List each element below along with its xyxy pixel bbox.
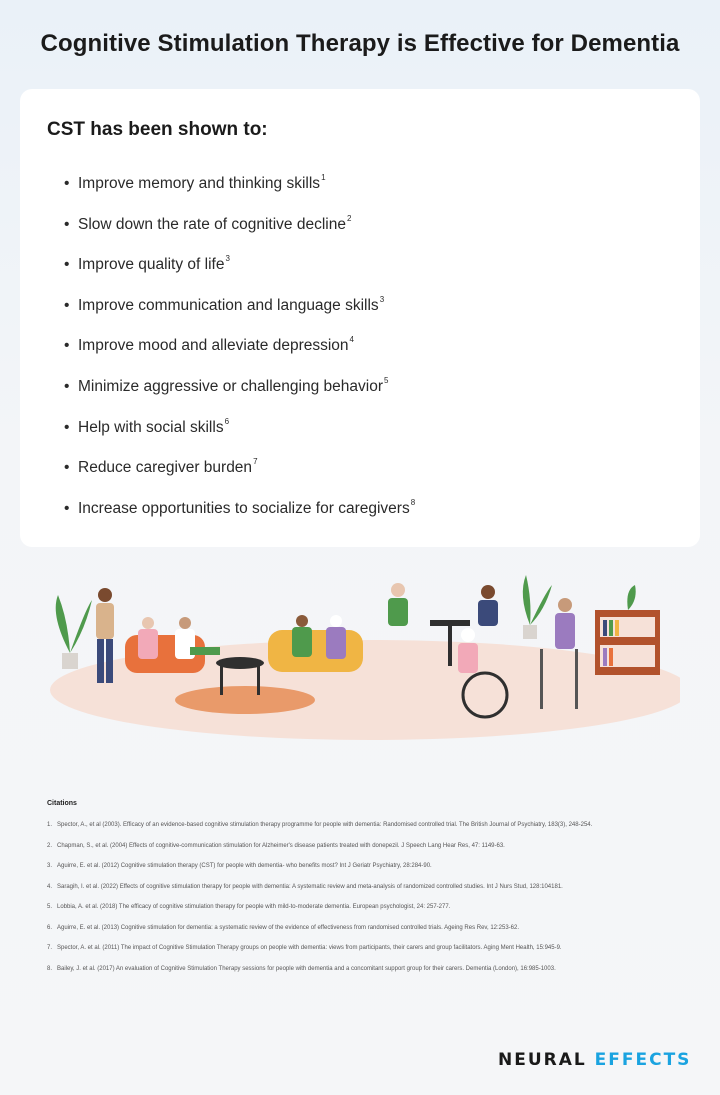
citation-ref: 3 [379, 294, 385, 304]
benefits-heading: CST has been shown to: [47, 119, 268, 140]
brand-logo [498, 1050, 691, 1070]
benefits-list [64, 175, 415, 540]
citation-ref: 2 [346, 213, 352, 223]
benefit-text: Increase opportunities to socialize for caregivers [78, 499, 410, 517]
benefit-text: Improve communication and language skills [78, 296, 379, 314]
benefit-text: Improve mood and alleviate depression [78, 337, 349, 355]
citation-item: 6. Aguirre, E. et al. (2013) Cognitive stimulation for dementia: a systematic review of the evidence of effectiveness from randomised controlled trials. Ageing Res Rev, 12:253-62. [47, 924, 520, 931]
citation-ref: 1 [321, 173, 326, 182]
group-therapy-illustration [40, 565, 680, 740]
armchairs-center [268, 615, 363, 672]
list-item: • Improve quality of life $^3$ [64, 254, 230, 274]
list-item: • Reduce caregiver burden $^7$ [64, 457, 258, 477]
benefit-text: Minimize aggressive or challenging behavior [78, 377, 383, 395]
plant-icon [56, 595, 92, 669]
citations-list [47, 821, 677, 973]
citation-item: 7. Spector, A. et al. (2011) The impact of Cognitive Stimulation Therapy groups on people with dementia: views from participants, their carers and group facilitators. Aging Ment Health, 15:945-9. [47, 945, 562, 951]
citation-ref: 3 [225, 254, 230, 264]
citations-section [47, 800, 677, 985]
logo-word-2: EFFECTS [594, 1050, 692, 1070]
plant-icon-right [523, 575, 552, 639]
page-title: Cognitive Stimulation Therapy is Effective for Dementia [40, 30, 680, 57]
citation-item: 4. Saragih, I. et al. (2022) Effects of cognitive stimulation therapy for people with dementia: A systematic review and meta-analysis of randomized controlled studies. Int J Nurs Stud, 128:104181. [47, 883, 563, 890]
bookshelf-icon [595, 585, 660, 675]
citations-heading: Citations [47, 800, 77, 807]
logo-word-1: NEURAL [498, 1050, 595, 1070]
benefit-text: Help with social skills [78, 418, 224, 436]
citation-item: 5. Lobbia, A. et al. (2018) The efficacy of cognitive stimulation therapy for people with mild-to-moderate dementia. European psychologist, 24: 257-277. [47, 904, 451, 910]
citation-ref: 5 [384, 375, 389, 385]
benefit-text: Improve quality of life [78, 256, 225, 274]
citation-ref: 4 [349, 335, 354, 345]
list-item: • Improve mood and alleviate depression $^4$ [64, 335, 354, 355]
citation-ref: 8 [410, 497, 416, 507]
list-item: • Help with social skills $^6$ [64, 416, 230, 436]
list-item: • Improve memory and thinking skills $^1$ [64, 173, 326, 192]
benefit-text: Reduce caregiver burden [78, 459, 253, 477]
citation-item: 1. Spector, A., et al (2003). Efficacy of an evidence-based cognitive stimulation therapy programme for people with dementia: Randomised controlled trial. The British Journal of Psychiatry, 183(3), 248-254. [47, 822, 593, 828]
list-item: • Minimize aggressive or challenging behavior $^5$ [64, 375, 389, 395]
citation-item: 3. Aguirre, E. et al. (2012) Cognitive stimulation therapy (CST) for people with dementia- who benefits most? Int J Geriatr Psychiatry, 28:284-90. [47, 863, 432, 869]
benefit-text: Improve memory and thinking skills [78, 175, 321, 192]
citation-ref: 6 [224, 416, 230, 426]
citation-ref: 7 [253, 457, 258, 467]
list-item: • Slow down the rate of cognitive decline $^2$ [64, 213, 352, 233]
list-item: • Improve communication and language skills $^3$ [64, 294, 385, 314]
citation-item: 2. Chapman, S., et al. (2004) Effects of cognitive-communication stimulation for Alzheimer's disease patients treated with donepezil. J Speech Lang Hear Res, 47: 1149-63. [47, 842, 505, 849]
benefits-card [20, 89, 700, 547]
citation-item: 8. Bailey, J. et al. (2017) An evaluation of Cognitive Stimulation Therapy sessions for people with dementia and a concomitant support group for their carers. Dementia (London), 16:985-1003. [47, 965, 556, 972]
rug [175, 686, 315, 714]
list-item: • Increase opportunities to socialize for caregivers $^8$ [64, 497, 416, 517]
benefit-text: Slow down the rate of cognitive decline [78, 215, 346, 233]
